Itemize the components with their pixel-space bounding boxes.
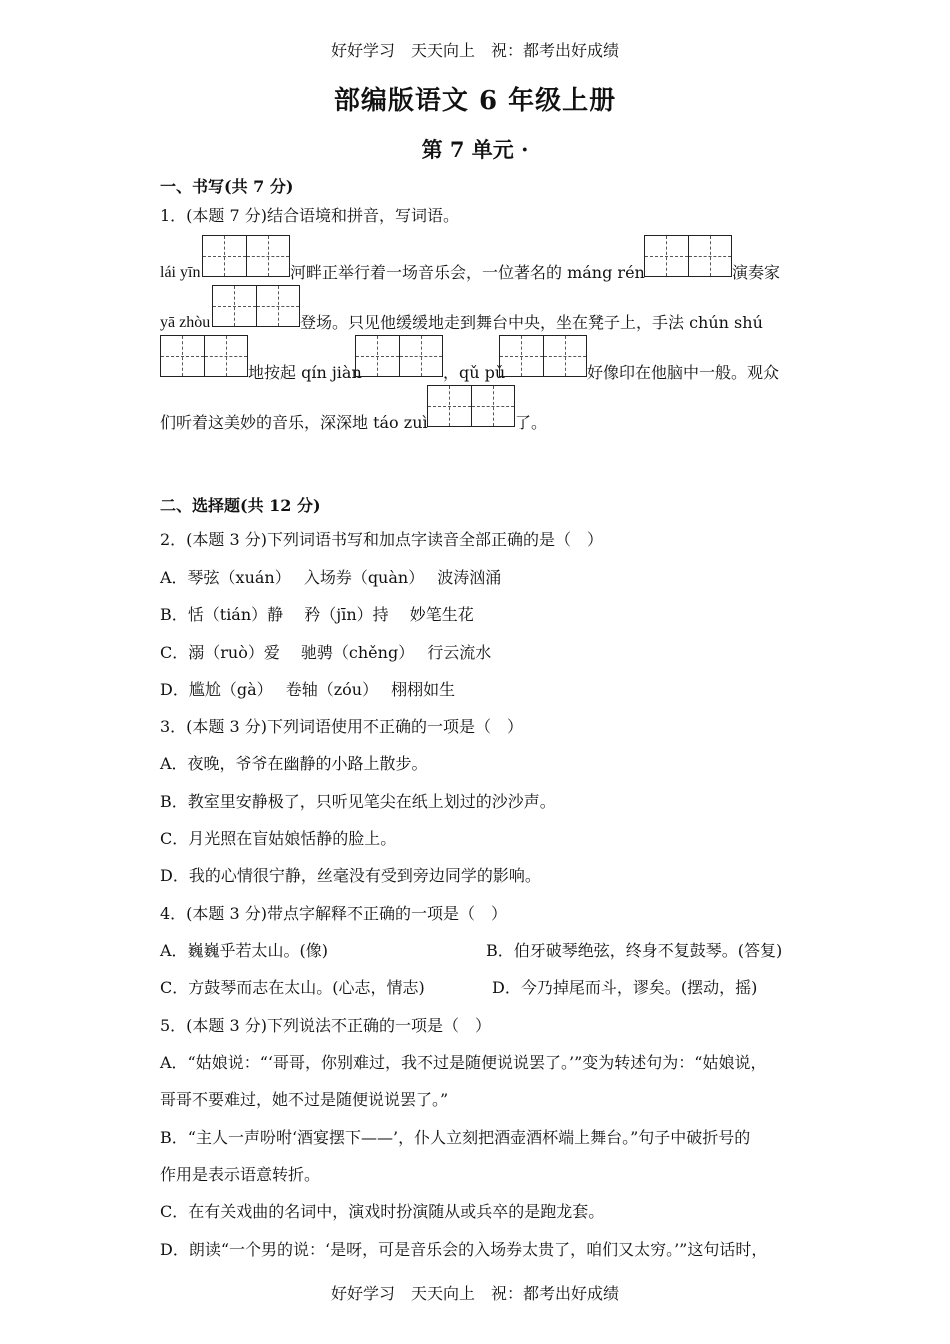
writing-grid-5[interactable] (355, 335, 443, 377)
q5-option-d[interactable]: D．朗读“一个男的说：‘是呀，可是音乐会的入场券太贵了，咱们又太穷。’”这句话时， (160, 1240, 768, 1259)
q4-option-a[interactable]: A．巍巍乎若太山。(像) (160, 941, 329, 960)
q5-option-b[interactable]: B．“主人一声吩咐‘酒宴摆下——’，仆人立刻把酒壶酒杯端上舞台。”句子中破折号的 (160, 1128, 751, 1147)
q3-stem: 3．(本题 3 分)下列词语使用不正确的一项是（ ） (160, 717, 524, 736)
q3-option-a[interactable]: A．夜晚，爷爷在幽静的小路上散步。 (160, 754, 428, 773)
page-footer: 好好学习 天天向上 祝：都考出好成绩 (330, 1284, 619, 1303)
writing-grid-3[interactable] (212, 285, 300, 327)
q3-option-b[interactable]: B．教室里安静极了，只听见笔尖在纸上划过的沙沙声。 (160, 792, 556, 811)
q1-line4-text: 们听着这美妙的音乐，深深地 táo zuì (160, 413, 428, 432)
section1-heading: 一、书写(共 7 分) (160, 177, 294, 196)
writing-grid-7[interactable] (427, 385, 515, 427)
page-header: 好好学习 天天向上 祝：都考出好成绩 (330, 41, 619, 60)
pinyin-ya-zhou: yā zhòu (160, 314, 211, 331)
q4-option-c[interactable]: C．方鼓琴而志在太山。(心志，情志) (160, 978, 425, 997)
q2-option-d[interactable]: D．尴尬（gà） 卷轴（zóu） 栩栩如生 (160, 680, 456, 699)
q1-line3-mid: ，qǔ pǔ (443, 363, 506, 382)
q2-option-a[interactable]: A．琴弦（xuán） 入场券（quàn） 波涛汹涌 (160, 568, 502, 587)
q3-option-c[interactable]: C．月光照在盲姑娘恬静的脸上。 (160, 829, 397, 848)
q5-option-c[interactable]: C．在有关戏曲的名词中，演戏时扮演随从或兵卒的是跑龙套。 (160, 1202, 605, 1221)
section2-heading: 二、选择题(共 12 分) (160, 496, 321, 515)
writing-grid-2[interactable] (644, 235, 732, 277)
q4-option-b[interactable]: B．伯牙破琴绝弦，终身不复鼓琴。(答复) (486, 941, 783, 960)
q1-line4-end: 了。 (515, 413, 548, 432)
q1-line1-text: 河畔正举行着一场音乐会，一位著名的 máng rén (290, 263, 645, 282)
page-title: 部编版语文 6 年级上册 (333, 86, 617, 116)
q1-line1-end: 演奏家 (732, 263, 781, 282)
q1-line3-end: 好像印在他脑中一般。观众 (587, 363, 780, 382)
q2-option-b[interactable]: B．恬（tián）静 矜（jīn）持 妙笔生花 (160, 605, 474, 624)
q5-option-b-cont: 作用是表示语意转折。 (160, 1165, 321, 1184)
q5-stem: 5．(本题 3 分)下列说法不正确的一项是（ ） (160, 1016, 492, 1035)
writing-grid-4[interactable] (160, 335, 248, 377)
pinyin-lai-yin: lái yīn (160, 264, 201, 281)
q5-option-a[interactable]: A．“姑娘说：“‘哥哥，你别难过，我不过是随便说说罢了。’”变为转述句为：“姑娘说， (160, 1053, 767, 1072)
q2-option-c[interactable]: C．溺（ruò）爱 驰骋（chěng） 行云流水 (160, 643, 492, 662)
q4-stem: 4．(本题 3 分)带点字解释不正确的一项是（ ） (160, 904, 508, 923)
q1-stem: 1．(本题 7 分)结合语境和拼音，写词语。 (160, 206, 460, 225)
q4-option-d[interactable]: D．今乃掉尾而斗，谬矣。(摆动，摇) (492, 978, 758, 997)
writing-grid-6[interactable] (499, 335, 587, 377)
q2-stem: 2．(本题 3 分)下列词语书写和加点字读音全部正确的是（ ） (160, 530, 604, 549)
q5-option-a-cont: 哥哥不要难过，她不过是随便说说罢了。” (160, 1090, 449, 1109)
q3-option-d[interactable]: D．我的心情很宁静，丝毫没有受到旁边同学的影响。 (160, 866, 541, 885)
writing-grid-1[interactable] (202, 235, 290, 277)
q1-line2-text: 登场。只见他缓缓地走到舞台中央，坐在凳子上，手法 chún shú (300, 313, 763, 332)
unit-subtitle: 第 7 单元 · (421, 137, 529, 162)
q1-line3-text: 地按起 qín jiàn (248, 363, 362, 382)
